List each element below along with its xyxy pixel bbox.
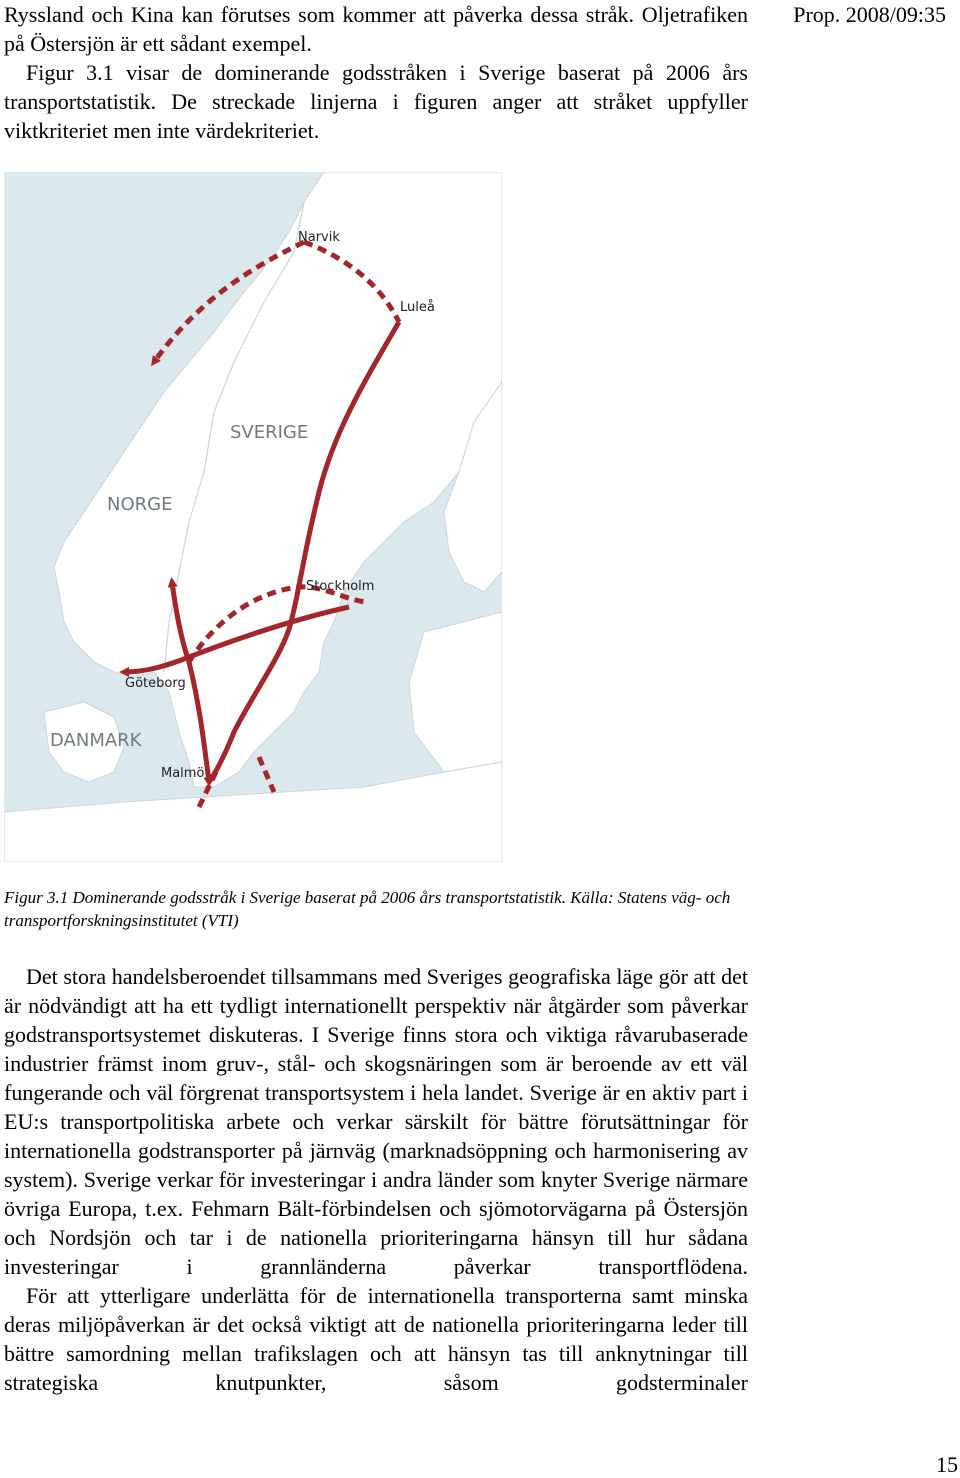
label-lulea: Luleå: [400, 300, 435, 315]
body-paragraph-2: För att ytterligare underlätta för de internationella transporterna samt minska deras miljöpåverkan är det också viktigt att de nationella prioriteringarna leder till bättre samordning mellan trafikslagen och att hänsyn tas till anknytningar till strategiska knutpunkter, såsom godsterminaler: [4, 1283, 748, 1395]
body-text: [4, 962, 748, 1397]
label-sverige: SVERIGE: [230, 422, 309, 443]
document-reference: Prop. 2008/09:35: [793, 2, 946, 27]
page-number: 15: [936, 1452, 958, 1477]
label-danmark: DANMARK: [50, 730, 142, 751]
label-norge: NORGE: [107, 494, 173, 515]
label-goteborg: Göteborg: [125, 676, 186, 691]
label-narvik: Narvik: [298, 230, 340, 245]
intro-paragraph-2: Figur 3.1 visar de dominerande godsstråken i Sverige baserat på 2006 års transportstatistik. De streckade linjerna i figuren anger att stråket uppfyller viktkriteriet men inte värdekriteriet.: [4, 60, 748, 143]
intro-text: [4, 0, 748, 145]
label-malmo: Malmö: [161, 766, 205, 781]
figure-map: [4, 172, 502, 862]
map-graphic: [4, 172, 502, 862]
label-stockholm: Stockholm: [306, 579, 375, 594]
intro-paragraph-1: Ryssland och Kina kan förutses som kommer att påverka dessa stråk. Oljetrafiken på Östersjön är ett sådant exempel.: [4, 2, 748, 56]
body-paragraph-1: Det stora handelsberoendet tillsammans med Sveriges geografiska läge gör att det är nödvändigt att ha ett tydligt internationellt perspektiv när åtgärder som påverkar godstransportsystemet diskuteras. I Sverige finns stora och viktiga råvarubaserade industrier främst inom gruv-, stål- och skogsnäringen som är beroende av ett väl fungerande och väl förgrenat transportsystem i hela landet. Sverige är en aktiv part i EU:s transportpolitiska arbete och verkar särskilt för bättre förutsättningar för internationella godstransporter på järnväg (marknadsöppning och harmonisering av system). Sverige verkar för investeringar i andra länder som knyter Sverige närmare övriga Europa, t.ex. Fehmarn Bält-förbindelsen och sjömotorvägarna på Östersjön och Nordsjön och tar i de nationella prioriteringarna hänsyn till hur sådana investeringar i grannländerna påverkar transportflödena.: [4, 964, 748, 1279]
figure-caption: Figur 3.1 Dominerande godsstråk i Sverige baserat på 2006 års transportstatistik. Källa: Statens väg- och transportforskningsinstitutet (VTI): [4, 888, 731, 930]
